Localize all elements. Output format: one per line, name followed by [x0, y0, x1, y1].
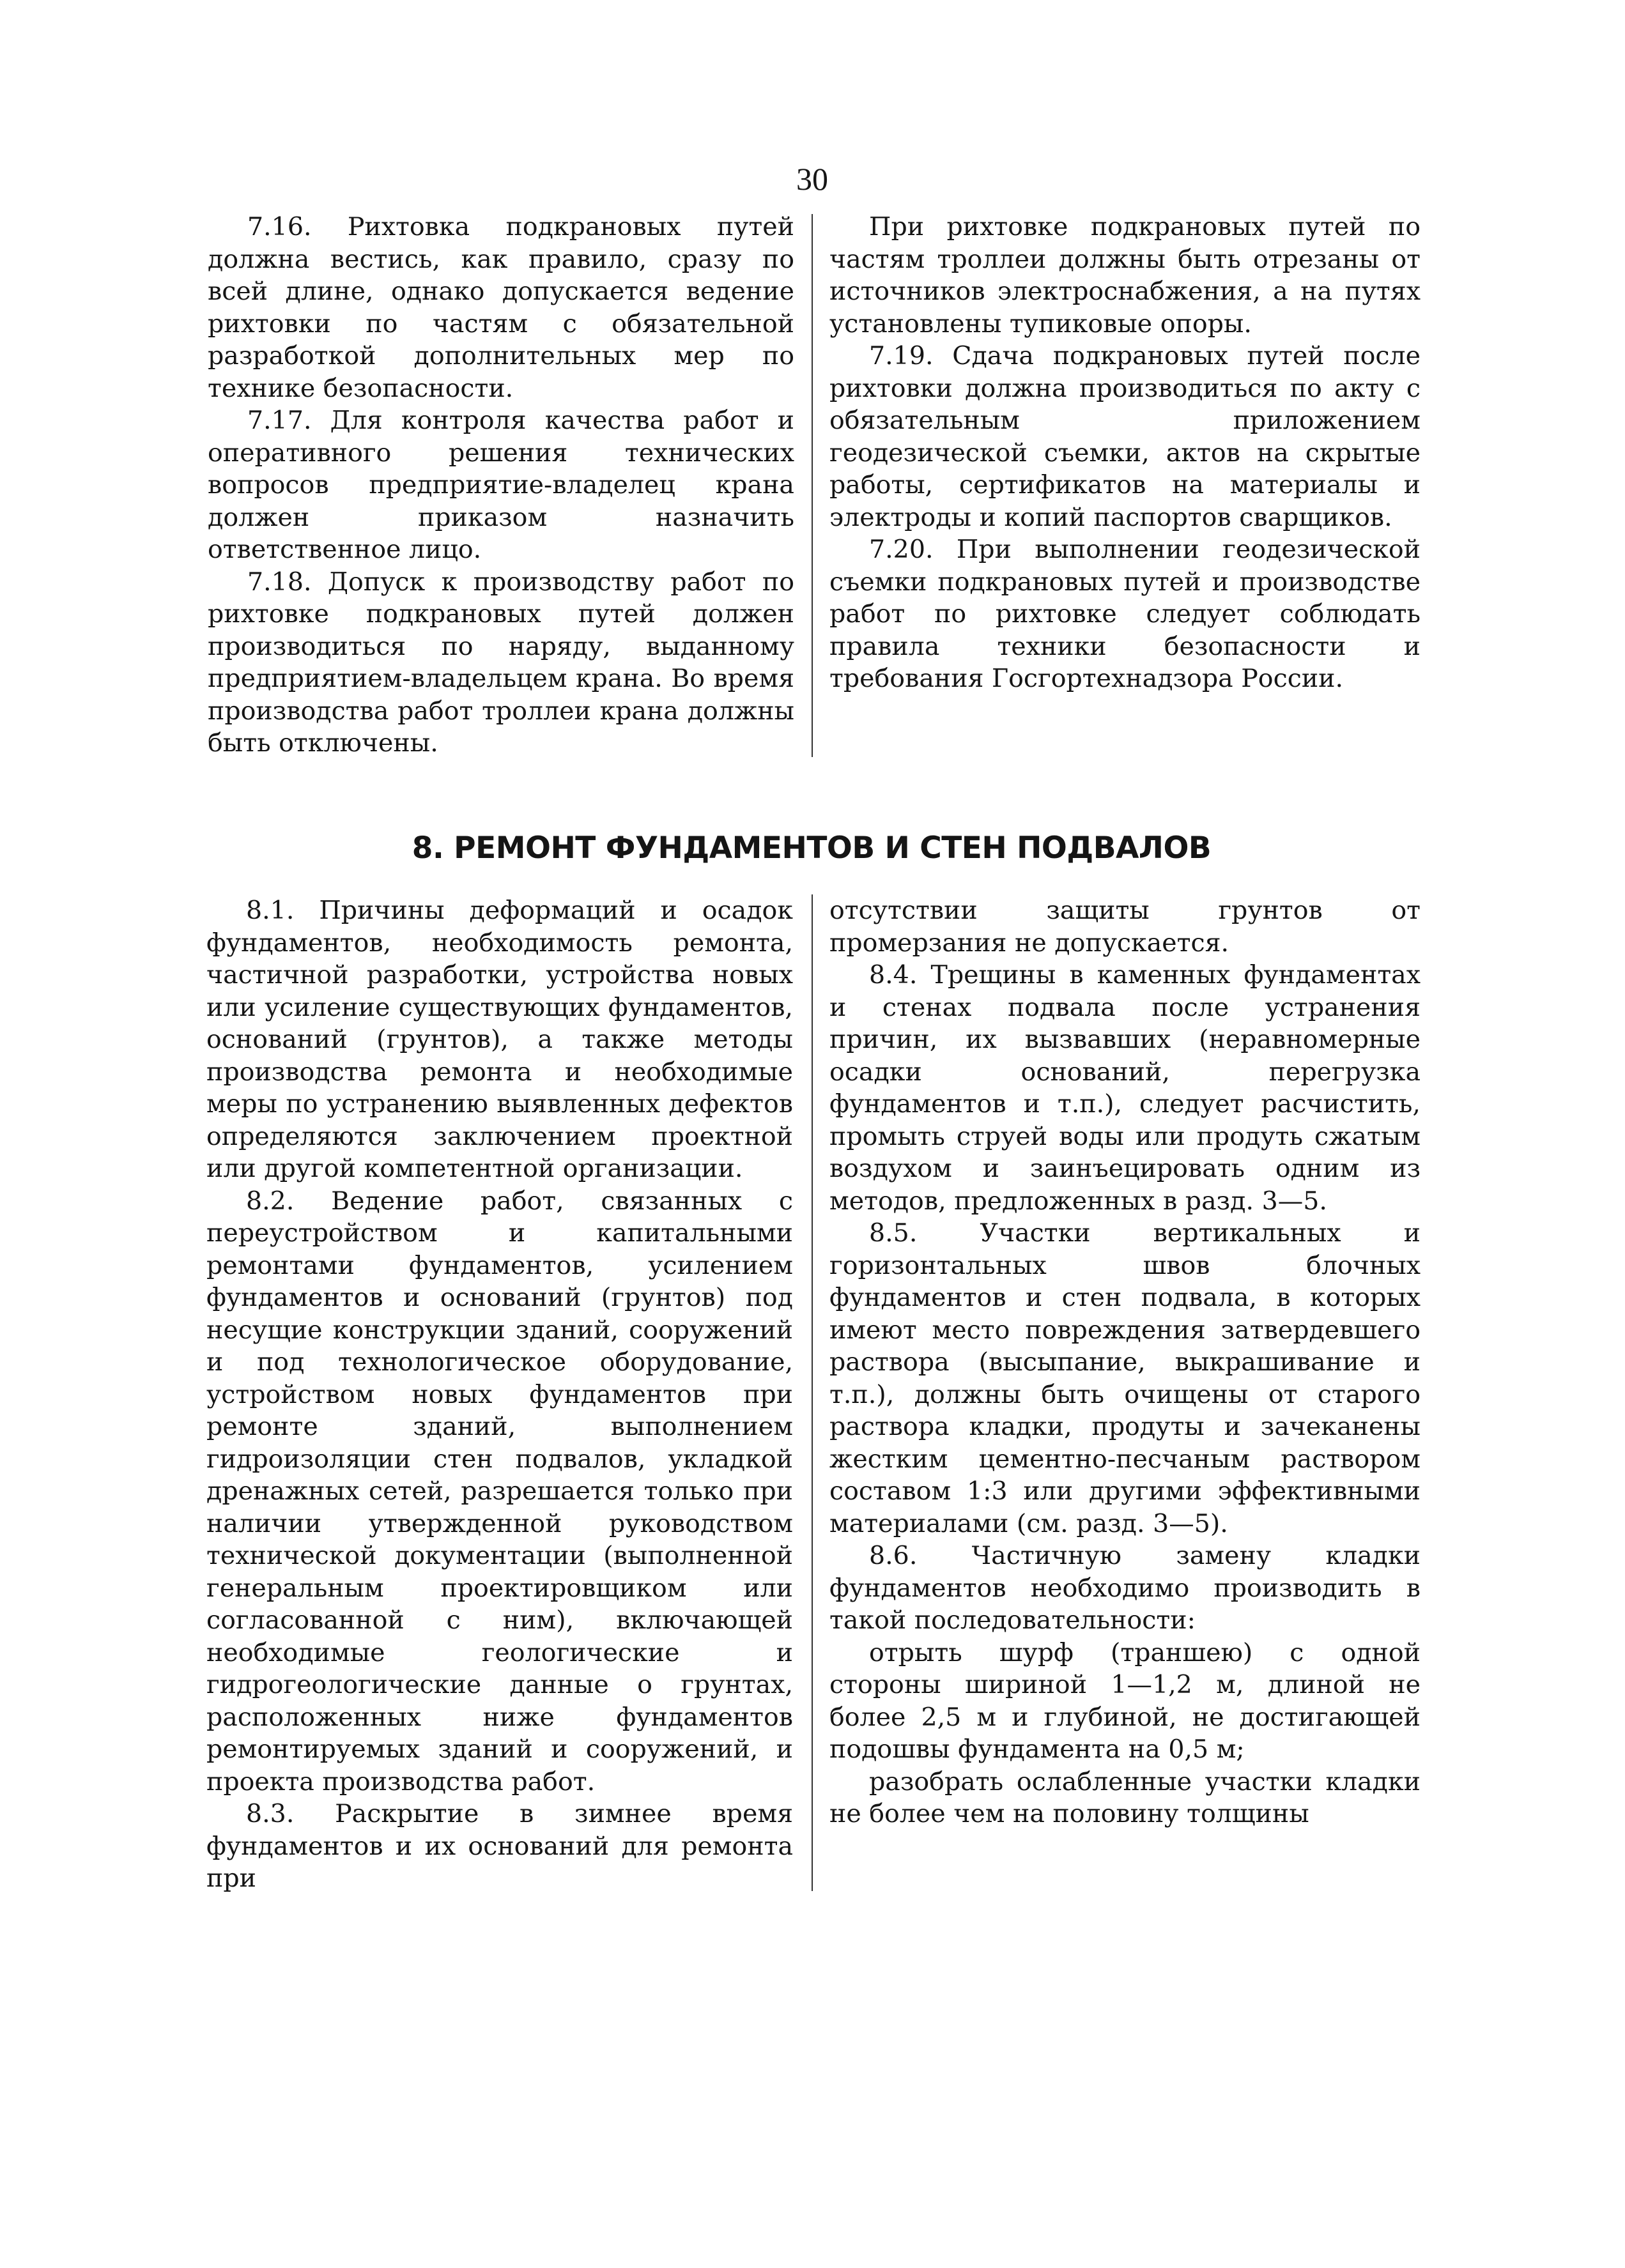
section-7-right-column [829, 211, 1421, 695]
paragraph-8-3: 8.3. Раскрытие в зимнее время фундаментов и их оснований для ремонта при [206, 1799, 793, 1893]
paragraph-8-4: 8.4. Трещины в каменных фундаментах и стенах подвала после устранения причин, их вызвавших (неравномерные осадки оснований, перегрузка фундаментов и т.п.), следует расчистить, промыть струей воды или продуть сжатым воздухом и заинъецировать одним из методов, предложенных в разд. 3—5. [829, 960, 1421, 1216]
paragraph-8-6: 8.6. Частичную замену кладки фундаментов необходимо производить в такой последовательности: [829, 1541, 1421, 1635]
paragraph-8-1: 8.1. Причины деформаций и осадок фундаментов, необходимость ремонта, частичной разработки, устройства новых или усиление существующих фундаментов, оснований (грунтов), а также методы производства ремонта и необходимые меры по устранению выявленных дефектов определяются заключением проектной или другой компетентной организации. [206, 896, 793, 1183]
paragraph-7-16: 7.16. Рихтовка подкрановых путей должна вестись, как правило, сразу по всей длине, однако допускается ведение рихтовки по частям с обязательной разработкой дополнительных мер по технике безопасности. [208, 212, 794, 403]
section-7-left-column [208, 211, 794, 760]
paragraph-8-5: 8.5. Участки вертикальных и горизонтальных швов блочных фундаментов и стен подвала, в которых имеют место повреждения затвердевшего раствора (высыпание, выкрашивание и т.п.), должны быть очищены от старого раствора кладки, продуты и зачеканены жестким цементно-песчаным раствором составом 1:3 или другими эффективными материалами (см. разд. 3—5). [829, 1218, 1421, 1538]
section-8-heading: 8. РЕМОНТ ФУНДАМЕНТОВ И СТЕН ПОДВАЛОВ [412, 831, 1212, 866]
paragraph-7-20: 7.20. При выполнении геодезической съемки подкрановых путей и производстве работ по рихтовке следует соблюдать правила техники безопасности и требования Госгортехнадзора России. [829, 535, 1421, 693]
column-divider-bottom [812, 894, 813, 1891]
paragraph-8-2: 8.2. Ведение работ, связанных с переустройством и капитальными ремонтами фундаментов, усилением фундаментов и оснований (грунтов) под несущие конструкции зданий, сооружений и под технологическое оборудование, устройством новых фундаментов при ремонте зданий, выполнением гидроизоляции стен подвалов, укладкой дренажных сетей, разрешается только при наличии утвержденной руководством технической документации (выполненной генеральным проектировщиком или согласованной с ним), включающей необходимые геологические и гидрогеологические данные о грунтах, расположенных ниже фундаментов ремонтируемых зданий и сооружений, и проекта производства работ. [206, 1186, 793, 1797]
paragraph-7-18-continued: При рихтовке подкрановых путей по частям троллеи должны быть отрезаны от источников электроснабжения, а на путях установлены тупиковые опоры. [829, 212, 1421, 339]
section-8-left-column [206, 894, 793, 1895]
column-divider-top [812, 214, 813, 757]
section-8-right-column [829, 894, 1421, 1830]
page-number: 30 [796, 161, 828, 197]
paragraph-8-6-step-2: разобрать ослабленные участки кладки не более чем на половину толщины [829, 1766, 1421, 1828]
paragraph-7-17: 7.17. Для контроля качества работ и оперативного решения технических вопросов предприятие-владелец крана должен приказом назначить ответственное лицо. [208, 406, 794, 564]
paragraph-8-6-step-1: отрыть шурф (траншею) с одной стороны шириной 1—1,2 м, длиной не более 2,5 м и глубиной, не достигающей подошвы фундамента на 0,5 м; [829, 1637, 1421, 1764]
paragraph-7-19: 7.19. Сдача подкрановых путей после рихтовки должна производиться по акту с обязательным приложением геодезической съемки, актов на скрытые работы, сертификатов на материалы и электроды и копий паспортов сварщиков. [829, 341, 1421, 532]
paragraph-7-18: 7.18. Допуск к производству работ по рихтовке подкрановых путей должен производиться по наряду, выданному предприятием-владельцем крана. Во время производства работ троллеи крана должны быть отключены. [208, 567, 794, 758]
paragraph-8-3-continued: отсутствии защиты грунтов от промерзания не допускается. [829, 896, 1421, 958]
